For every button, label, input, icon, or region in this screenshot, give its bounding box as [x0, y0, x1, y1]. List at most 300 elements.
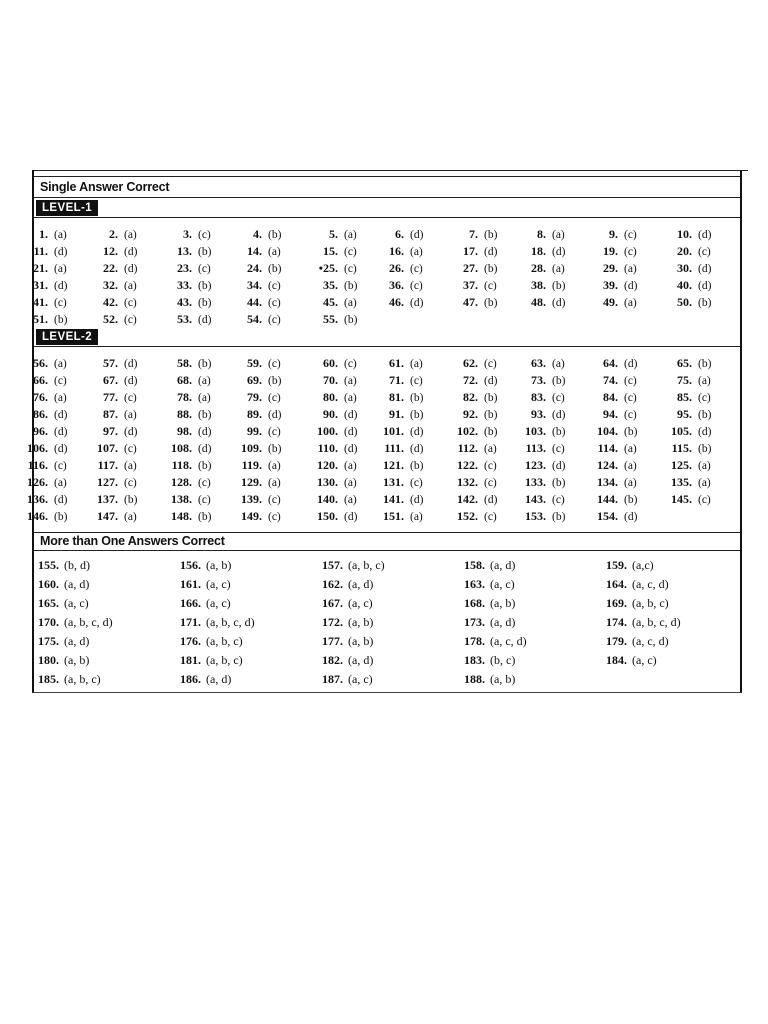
question-number: 101. — [383, 424, 404, 438]
question-number: 54. — [247, 312, 262, 326]
question-number: 83. — [531, 390, 546, 404]
answer-row — [34, 372, 740, 389]
answer-options: (a, c) — [348, 596, 373, 610]
question-number: 181. — [180, 653, 201, 667]
multi-answer-row — [34, 614, 740, 633]
answer-option: (a) — [54, 229, 67, 241]
answer-option: (b) — [552, 375, 566, 387]
answer-option: (a) — [268, 246, 281, 258]
question-number: 174. — [606, 615, 627, 629]
question-number: 29. — [603, 261, 618, 275]
question-number: 18. — [531, 244, 546, 258]
answer-option: (d) — [484, 494, 498, 506]
heading-rule — [34, 217, 740, 218]
question-number: 86. — [33, 407, 48, 421]
question-number: 53. — [177, 312, 192, 326]
question-number: 84. — [603, 390, 618, 404]
question-number: 161. — [180, 577, 201, 591]
answer-option: (d) — [344, 409, 358, 421]
answer-options: (a, d) — [348, 653, 374, 667]
question-number: 82. — [463, 390, 478, 404]
answer-option: (b) — [198, 511, 212, 523]
question-number: 175. — [38, 634, 59, 648]
answer-option: (d) — [624, 358, 638, 370]
answer-row — [27, 508, 740, 525]
question-number: 1. — [39, 227, 48, 241]
question-number: 139. — [241, 492, 262, 506]
answer-option: (d) — [54, 409, 68, 421]
answer-option: (c) — [268, 511, 281, 523]
question-number: 50. — [677, 295, 692, 309]
answer-option: (b) — [410, 460, 424, 472]
answer-option: (c) — [268, 494, 281, 506]
answer-option: (c) — [484, 460, 497, 472]
answer-option: (c) — [624, 392, 637, 404]
answer-row — [34, 277, 740, 294]
question-number: 57. — [103, 356, 118, 370]
answer-row — [27, 474, 740, 491]
question-number: 179. — [606, 634, 627, 648]
question-number: 143. — [525, 492, 546, 506]
answer-option: (d) — [268, 409, 282, 421]
answer-option: (d) — [124, 426, 138, 438]
multi-answer-cell — [38, 633, 89, 652]
answer-option: (b) — [198, 460, 212, 472]
answer-option: (b) — [698, 297, 712, 309]
answer-option: (a) — [124, 460, 137, 472]
multi-answer-cell — [180, 614, 255, 633]
question-number: 141. — [383, 492, 404, 506]
question-number: 110. — [317, 441, 338, 455]
multi-answer-cell — [322, 671, 373, 690]
answer-option: (d) — [344, 426, 358, 438]
question-number: 155. — [38, 558, 59, 572]
question-number: 60. — [323, 356, 338, 370]
multi-answer-cell — [606, 595, 669, 614]
question-number: 125. — [671, 458, 692, 472]
question-number: 126. — [27, 475, 48, 489]
question-number: 12. — [103, 244, 118, 258]
question-number: 73. — [531, 373, 546, 387]
answer-option: (d) — [198, 314, 212, 326]
answer-option: (a) — [54, 263, 67, 275]
answer-options: (a, c) — [490, 577, 515, 591]
question-number: 90. — [323, 407, 338, 421]
answer-option: (b) — [198, 409, 212, 421]
question-number: 66. — [33, 373, 48, 387]
question-number: 2. — [109, 227, 118, 241]
question-number: 156. — [180, 558, 201, 572]
question-number: 99. — [247, 424, 262, 438]
multi-answer-cell — [464, 595, 515, 614]
answer-options: (a, d) — [348, 577, 374, 591]
question-number: 182. — [322, 653, 343, 667]
question-number: 136. — [27, 492, 48, 506]
question-number: 59. — [247, 356, 262, 370]
answer-row — [34, 260, 740, 277]
multi-answer-cell — [464, 671, 515, 690]
question-number: 146. — [27, 509, 48, 523]
question-number: 95. — [677, 407, 692, 421]
answer-option: (c) — [698, 246, 711, 258]
section-title-single-answer: Single Answer Correct — [40, 180, 170, 194]
question-number: 133. — [525, 475, 546, 489]
answer-option: (d) — [54, 494, 68, 506]
question-number: 55. — [323, 312, 338, 326]
question-number: 153. — [525, 509, 546, 523]
answer-option: (b) — [624, 494, 638, 506]
heading-rule — [34, 176, 740, 177]
question-number: 41. — [33, 295, 48, 309]
answer-option: (a) — [268, 460, 281, 472]
multi-answer-cell — [606, 557, 654, 576]
question-number: 42. — [103, 295, 118, 309]
answer-options: (a, b, c) — [64, 672, 101, 686]
answer-option: (a) — [698, 375, 711, 387]
question-number: 35. — [323, 278, 338, 292]
question-number: 4. — [253, 227, 262, 241]
multi-answer-cell — [322, 595, 373, 614]
answer-option: (c) — [410, 263, 423, 275]
question-number: 69. — [247, 373, 262, 387]
answer-option: (c) — [484, 511, 497, 523]
question-number: 113. — [525, 441, 546, 455]
question-number: 64. — [603, 356, 618, 370]
answer-options: (a, b, c) — [348, 558, 385, 572]
question-number: 140. — [317, 492, 338, 506]
question-number: 112. — [457, 441, 478, 455]
answer-option: (a) — [552, 263, 565, 275]
question-number: 123. — [525, 458, 546, 472]
section-title-multiple-answers: More than One Answers Correct — [40, 534, 225, 548]
answer-option: (c) — [484, 358, 497, 370]
answer-option: (d) — [698, 426, 712, 438]
question-number: 7. — [469, 227, 478, 241]
question-number: 167. — [322, 596, 343, 610]
answer-options: (a, c) — [64, 596, 89, 610]
answer-option: (c) — [552, 494, 565, 506]
answer-option: (a) — [344, 494, 357, 506]
answer-options: (b, d) — [64, 558, 90, 572]
question-number: 172. — [322, 615, 343, 629]
question-number: 61. — [389, 356, 404, 370]
answer-option: (d) — [124, 375, 138, 387]
answer-option: (c) — [552, 443, 565, 455]
question-number: 106. — [27, 441, 48, 455]
answer-options: (a, b, c) — [206, 653, 243, 667]
question-number: 169. — [606, 596, 627, 610]
answer-option: (a) — [624, 443, 637, 455]
question-number: 91. — [389, 407, 404, 421]
question-number: 122. — [457, 458, 478, 472]
answer-option: (b) — [484, 229, 498, 241]
question-number: 108. — [171, 441, 192, 455]
question-number: 72. — [463, 373, 478, 387]
question-number: 6. — [395, 227, 404, 241]
answer-option: (c) — [54, 460, 67, 472]
answer-option: (a) — [624, 477, 637, 489]
answer-options: (a, b) — [490, 596, 516, 610]
answer-option: (c) — [124, 477, 137, 489]
multi-answer-cell — [38, 595, 89, 614]
question-number: 48. — [531, 295, 546, 309]
multi-answer-row — [34, 557, 740, 576]
answer-option: (c) — [344, 246, 357, 258]
multi-answer-cell — [180, 633, 243, 652]
question-number: 152. — [457, 509, 478, 523]
multi-answer-row — [34, 633, 740, 652]
question-number: 163. — [464, 577, 485, 591]
multi-answer-cell — [322, 576, 373, 595]
answer-key-panel — [27, 170, 742, 693]
answer-option: (d) — [484, 375, 498, 387]
heading-rule — [34, 550, 740, 551]
question-number: 46. — [389, 295, 404, 309]
question-number: 36. — [389, 278, 404, 292]
answer-option: (b) — [552, 511, 566, 523]
question-number: 160. — [38, 577, 59, 591]
answer-option: (a) — [344, 392, 357, 404]
question-number: 119. — [241, 458, 262, 472]
answer-option: (a) — [268, 477, 281, 489]
multi-answer-cell — [464, 614, 515, 633]
question-number: 76. — [33, 390, 48, 404]
question-number: 149. — [241, 509, 262, 523]
multi-answer-row — [34, 595, 740, 614]
answer-option: (c) — [268, 280, 281, 292]
question-number: 184. — [606, 653, 627, 667]
answer-row — [34, 355, 740, 372]
question-number: 104. — [597, 424, 618, 438]
answer-option: (c) — [410, 280, 423, 292]
question-number: 120. — [317, 458, 338, 472]
question-number: 135. — [671, 475, 692, 489]
answer-option: (c) — [268, 392, 281, 404]
answer-option: (a) — [124, 280, 137, 292]
question-number: 98. — [177, 424, 192, 438]
answer-option: (b) — [552, 477, 566, 489]
answer-options: (a, c) — [206, 596, 231, 610]
answer-option: (b) — [484, 297, 498, 309]
multi-answer-cell — [322, 652, 373, 671]
answer-option: (b) — [484, 426, 498, 438]
multi-answer-cell — [180, 671, 231, 690]
answer-option: (c) — [124, 443, 137, 455]
answer-option: (d) — [552, 409, 566, 421]
answer-option: (c) — [410, 375, 423, 387]
answer-options: (a, c, d) — [490, 634, 527, 648]
multi-answer-cell — [38, 557, 90, 576]
question-number: 154. — [597, 509, 618, 523]
answer-options: (a, b) — [348, 634, 374, 648]
answer-option: (c) — [54, 375, 67, 387]
question-number: •25. — [318, 261, 338, 275]
answer-option: (c) — [124, 297, 137, 309]
answer-option: (d) — [124, 358, 138, 370]
answer-option: (b) — [410, 392, 424, 404]
multi-answer-cell — [464, 633, 527, 652]
answer-option: (a) — [624, 460, 637, 472]
answer-option: (d) — [198, 443, 212, 455]
question-number: 79. — [247, 390, 262, 404]
answer-options: (a, c, d) — [632, 577, 669, 591]
answer-option: (c) — [484, 280, 497, 292]
answer-option: (a) — [54, 358, 67, 370]
answer-option: (c) — [410, 477, 423, 489]
heading-rule — [34, 197, 740, 198]
answer-row — [34, 389, 740, 406]
answer-option: (b) — [268, 443, 282, 455]
answer-option: (b) — [698, 443, 712, 455]
question-number: 9. — [609, 227, 618, 241]
answer-option: (b) — [268, 263, 282, 275]
answer-option: (c) — [698, 494, 711, 506]
question-number: 39. — [603, 278, 618, 292]
answer-option: (d) — [124, 263, 138, 275]
question-number: 67. — [103, 373, 118, 387]
multi-answer-cell — [606, 576, 669, 595]
answer-option: (d) — [410, 494, 424, 506]
answer-option: (d) — [552, 460, 566, 472]
answer-option: (a) — [698, 477, 711, 489]
question-number: 44. — [247, 295, 262, 309]
question-number: 137. — [97, 492, 118, 506]
answer-option: (c) — [484, 477, 497, 489]
question-number: 124. — [597, 458, 618, 472]
answer-option: (d) — [698, 280, 712, 292]
answer-option: (b) — [54, 314, 68, 326]
answer-option: (a) — [410, 358, 423, 370]
question-number: 144. — [597, 492, 618, 506]
question-number: 65. — [677, 356, 692, 370]
question-number: 17. — [463, 244, 478, 258]
answer-option: (a) — [344, 477, 357, 489]
answer-option: (b) — [198, 280, 212, 292]
answer-option: (d) — [124, 246, 138, 258]
answer-option: (c) — [344, 358, 357, 370]
question-number: 102. — [457, 424, 478, 438]
answer-option: (a) — [54, 477, 67, 489]
question-number: 177. — [322, 634, 343, 648]
question-number: 128. — [171, 475, 192, 489]
answer-option: (a) — [624, 297, 637, 309]
question-number: 80. — [323, 390, 338, 404]
answer-option: (b) — [552, 426, 566, 438]
answer-row — [34, 423, 740, 440]
question-number: 121. — [383, 458, 404, 472]
question-number: 170. — [38, 615, 59, 629]
question-number: 142. — [457, 492, 478, 506]
answer-option: (d) — [698, 229, 712, 241]
question-number: 92. — [463, 407, 478, 421]
question-number: 111. — [384, 441, 404, 455]
answer-option: (c) — [268, 314, 281, 326]
answer-option: (c) — [624, 229, 637, 241]
question-number: 21. — [33, 261, 48, 275]
answer-option: (b) — [484, 392, 498, 404]
question-number: 14. — [247, 244, 262, 258]
question-number: 183. — [464, 653, 485, 667]
question-number: 24. — [247, 261, 262, 275]
answer-options: (a, d) — [64, 577, 90, 591]
answer-option: (d) — [624, 280, 638, 292]
question-number: 114. — [597, 441, 618, 455]
question-number: 87. — [103, 407, 118, 421]
answer-options: (a, d) — [206, 672, 232, 686]
answer-option: (a) — [344, 229, 357, 241]
question-number: 186. — [180, 672, 201, 686]
multi-answer-cell — [180, 557, 231, 576]
answer-option: (b) — [698, 409, 712, 421]
answer-option: (d) — [198, 426, 212, 438]
answer-option: (a) — [552, 358, 565, 370]
answer-options: (a, c) — [348, 672, 373, 686]
question-number: 20. — [677, 244, 692, 258]
question-number: 75. — [677, 373, 692, 387]
answer-option: (d) — [344, 511, 358, 523]
answer-row — [34, 226, 740, 243]
answer-option: (a) — [124, 229, 137, 241]
answer-option: (d) — [410, 426, 424, 438]
multi-answer-cell — [606, 652, 657, 671]
question-number: 45. — [323, 295, 338, 309]
question-number: 77. — [103, 390, 118, 404]
answer-option: (d) — [624, 511, 638, 523]
question-number: 134. — [597, 475, 618, 489]
question-number: 34. — [247, 278, 262, 292]
question-number: 165. — [38, 596, 59, 610]
question-number: 23. — [177, 261, 192, 275]
answer-option: (a) — [344, 297, 357, 309]
question-number: 40. — [677, 278, 692, 292]
question-number: 180. — [38, 653, 59, 667]
question-number: 100. — [317, 424, 338, 438]
answer-option: (c) — [198, 494, 211, 506]
multi-answer-cell — [38, 652, 89, 671]
question-number: 166. — [180, 596, 201, 610]
question-number: 187. — [322, 672, 343, 686]
answer-row — [27, 457, 740, 474]
question-number: 51. — [33, 312, 48, 326]
question-number: 173. — [464, 615, 485, 629]
answer-option: (c) — [198, 229, 211, 241]
answer-option: (d) — [552, 297, 566, 309]
question-number: 58. — [177, 356, 192, 370]
answer-option: (b) — [198, 246, 212, 258]
answer-option: (b) — [268, 375, 282, 387]
question-number: 93. — [531, 407, 546, 421]
question-number: 157. — [322, 558, 343, 572]
multi-answer-cell — [606, 633, 669, 652]
answer-options: (a, c) — [206, 577, 231, 591]
answer-options: (a, b, c, d) — [64, 615, 113, 629]
answer-option: (c) — [198, 263, 211, 275]
question-number: 19. — [603, 244, 618, 258]
question-number: 22. — [103, 261, 118, 275]
question-number: 62. — [463, 356, 478, 370]
question-number: 78. — [177, 390, 192, 404]
question-number: 162. — [322, 577, 343, 591]
question-number: 47. — [463, 295, 478, 309]
answer-option: (a) — [624, 263, 637, 275]
answer-option: (b) — [54, 511, 68, 523]
question-number: 176. — [180, 634, 201, 648]
question-number: 178. — [464, 634, 485, 648]
answer-option: (a) — [410, 246, 423, 258]
question-number: 38. — [531, 278, 546, 292]
question-number: 68. — [177, 373, 192, 387]
question-number: 32. — [103, 278, 118, 292]
